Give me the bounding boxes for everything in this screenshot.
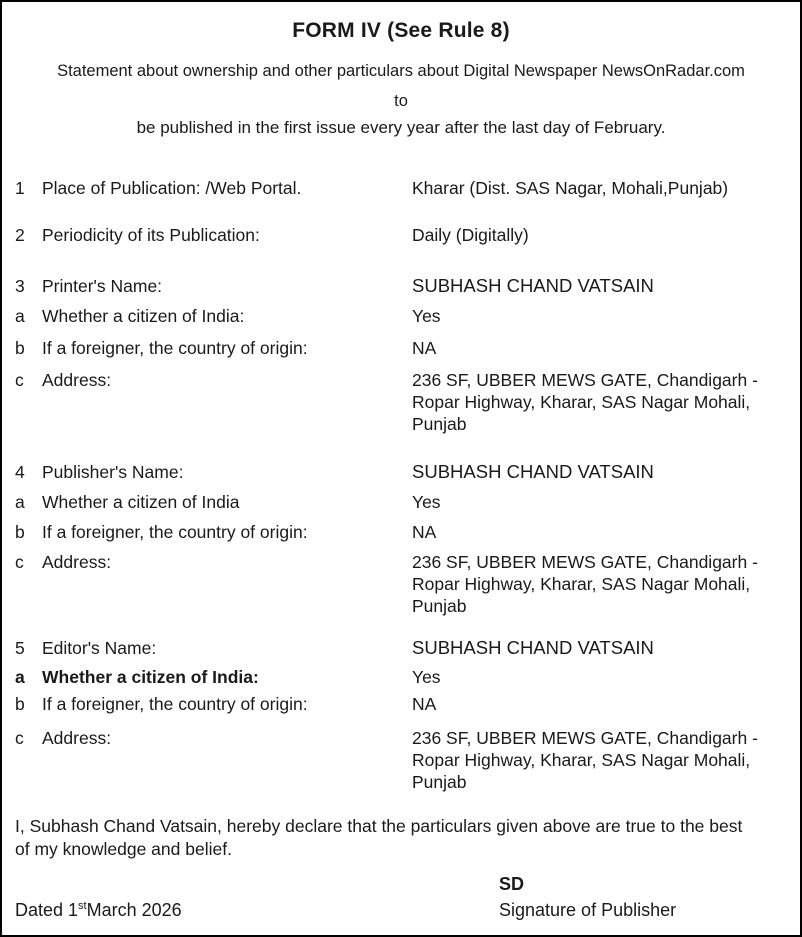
row-printer-foreigner [15,337,790,359]
row-value: 236 SF, UBBER MEWS GATE, Chandigarh - Ropar Highway, Kharar, SAS Nagar Mohali, Punjab [412,370,758,434]
row-publisher-foreigner [15,521,790,543]
row-label: Address: [42,370,112,390]
row-number: b [15,694,25,714]
footer [2,873,800,921]
row-label: Address: [42,552,112,572]
row-label: Address: [42,728,112,748]
row-periodicity [15,224,790,246]
row-label: If a foreigner, the country of origin: [42,338,308,358]
page-title: FORM IV (See Rule 8) [292,19,510,42]
row-place-of-publication [15,177,790,199]
row-editor-foreigner [15,693,790,715]
row-label: Printer's Name: [42,276,163,296]
form-table [2,177,800,793]
row-number: 4 [15,462,25,482]
dated-line [15,899,182,921]
row-value: NA [412,694,437,714]
row-value: NA [412,522,437,542]
row-label: Place of Publication: /Web Portal. [42,178,302,198]
row-number: c [15,370,24,390]
row-label: Periodicity of its Publication: [42,225,260,245]
signature-sd: SD [499,874,525,894]
statement-line: Statement about ownership and other particulars about Digital Newspaper NewsOnRadar.com [57,62,745,80]
row-number: b [15,338,25,358]
row-value: Yes [412,306,441,326]
row-value: SUBHASH CHAND VATSAIN [412,275,654,296]
dated-prefix: Dated 1 [15,900,79,920]
row-value: 236 SF, UBBER MEWS GATE, Chandigarh - Ropar Highway, Kharar, SAS Nagar Mohali, Punjab [412,728,758,792]
row-number: 3 [15,276,25,296]
row-printer-name [15,275,790,297]
row-number: b [15,522,25,542]
row-value: NA [412,338,437,358]
row-editor-citizen [15,666,790,688]
row-label: Whether a citizen of India: [42,306,245,326]
row-printer-citizen [15,305,790,327]
row-label: If a foreigner, the country of origin: [42,522,308,542]
statement-publish-rule: be published in the first issue every year after the last day of February. [136,118,666,137]
row-value: Yes [412,667,441,687]
row-number: 1 [15,178,25,198]
row-number: a [15,667,25,687]
row-publisher-citizen [15,491,790,513]
row-number: a [15,306,25,326]
row-number: a [15,492,25,512]
row-value: SUBHASH CHAND VATSAIN [412,637,654,658]
dated-suffix: March 2026 [86,900,182,920]
row-label: If a foreigner, the country of origin: [42,694,308,714]
row-editor-name [15,637,790,659]
row-value: SUBHASH CHAND VATSAIN [412,461,654,482]
row-number: c [15,552,24,572]
row-editor-address [15,727,790,793]
row-label: Whether a citizen of India [42,492,240,512]
row-label: Editor's Name: [42,638,157,658]
row-value: 236 SF, UBBER MEWS GATE, Chandigarh - Ropar Highway, Kharar, SAS Nagar Mohali, Punjab [412,552,758,616]
row-printer-address [15,369,790,435]
row-value: Daily (Digitally) [412,225,529,245]
signature-label: Signature of Publisher [499,900,677,920]
row-number: 2 [15,225,25,245]
signature-block [499,873,800,921]
row-value: Kharar (Dist. SAS Nagar, Mohali,Punjab) [412,178,729,198]
row-label: Whether a citizen of India: [42,667,259,687]
declaration-text: I, Subhash Chand Vatsain, hereby declare that the particulars given above are true to the best of my knowledge and belief. [15,816,743,859]
row-number: c [15,728,24,748]
statement-connector: to [394,92,408,110]
row-publisher-address [15,551,790,617]
row-label: Publisher's Name: [42,462,184,482]
row-publisher-name [15,461,790,483]
row-number: 5 [15,638,25,658]
dated-ordinal: st [78,900,87,912]
row-value: Yes [412,492,441,512]
